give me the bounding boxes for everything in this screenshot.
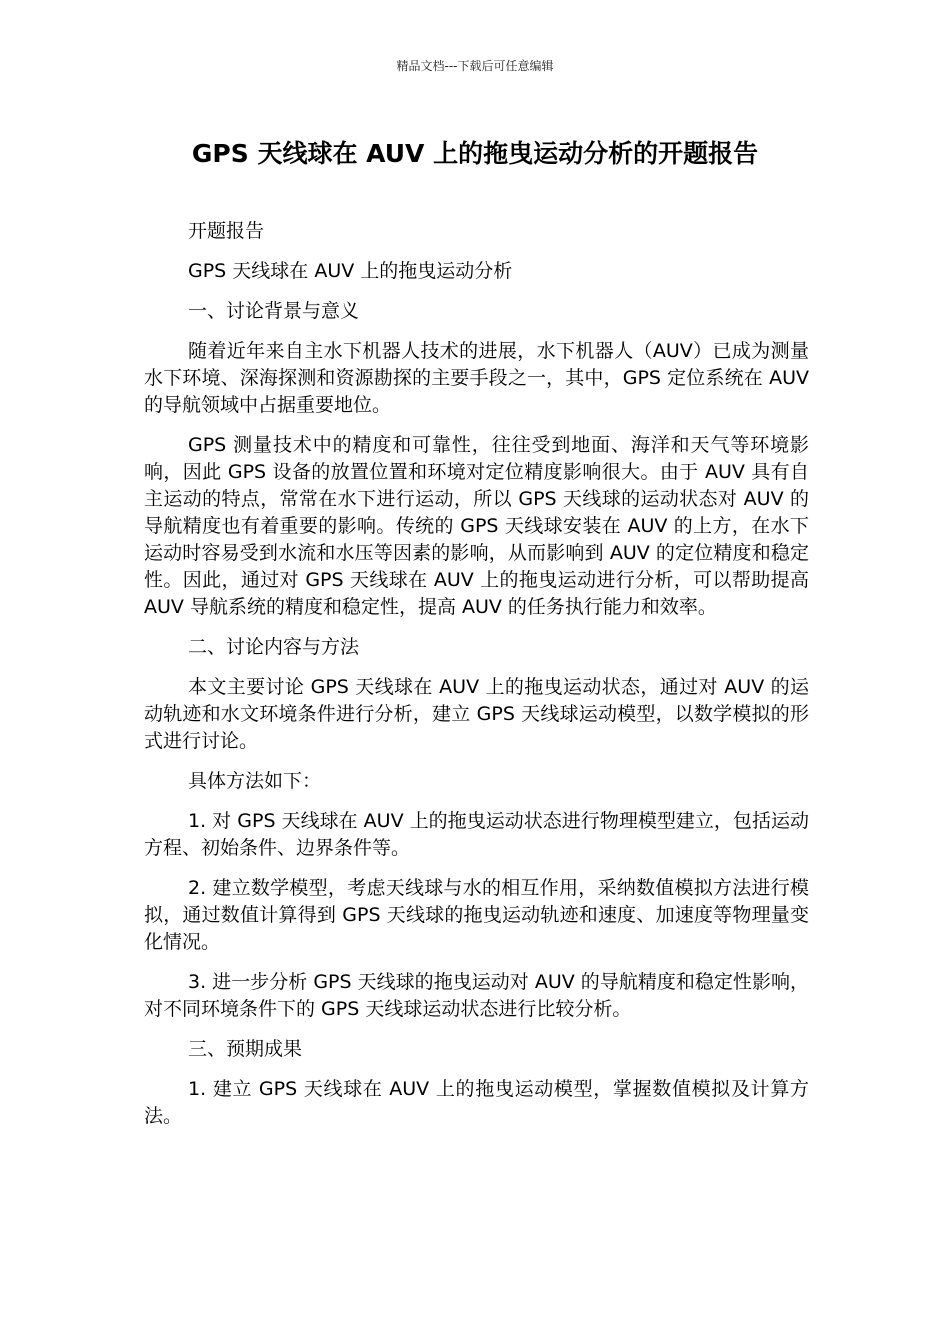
document-body [144,218,809,1143]
paragraph-background-1: 随着近年来自主水下机器人技术的进展，水下机器人（AUV）已成为测量水下环境、深海探测和资源勘探的主要手段之一，其中，GPS 定位系统在 AUV 的导航领域中占据重要地位。 [144,340,809,416]
paragraph-method-step-3: 3. 进一步分析 GPS 天线球的拖曳运动对 AUV 的导航精度和稳定性影响，对不同环境条件下的 GPS 天线球运动状态进行比较分析。 [144,971,809,1020]
paragraph-expected-result-1: 1. 建立 GPS 天线球在 AUV 上的拖曳运动模型，掌握数值模拟及计算方法。 [144,1078,809,1127]
paragraph-method-step-2: 2. 建立数学模型，考虑天线球与水的相互作用，采纳数值模拟方法进行模拟，通过数值计算得到 GPS 天线球的拖曳运动轨迹和速度、加速度等物理量变化情况。 [144,877,809,953]
paragraph-report-label: 开题报告 [188,220,265,242]
paragraph-method-intro: 具体方法如下： [188,770,322,792]
section-heading-expected-results: 三、预期成果 [188,1038,303,1060]
paragraph-content: 本文主要讨论 GPS 天线球在 AUV 上的拖曳运动状态，通过对 AUV 的运动轨迹和水文环境条件进行分析，建立 GPS 天线球运动模型，以数学模拟的形式进行讨论。 [144,676,809,752]
section-heading-content-method: 二、讨论内容与方法 [188,636,360,658]
paragraph-subject: GPS 天线球在 AUV 上的拖曳运动分析 [188,260,513,282]
document-title: GPS 天线球在 AUV 上的拖曳运动分析的开题报告 [191,139,759,168]
section-heading-background: 一、讨论背景与意义 [188,300,360,322]
page-header-note: 精品文档---下载后可任意编辑 [396,59,554,73]
paragraph-background-2: GPS 测量技术中的精度和可靠性，往往受到地面、海洋和天气等环境影响，因此 GPS 设备的放置位置和环境对定位精度影响很大。由于 AUV 具有自主运动的特点，常常在水下进行运动，所以 GPS 天线球的运动状态对 AUV 的导航精度也有着重要的影响。传统的 GPS 天线球安装在 AUV 的上方，在水下运动时容易受到水流和水压等因素的影响，从而影响到 AUV 的定位精度和稳定性。因此，通过对 GPS 天线球在 AUV 上的拖曳运动进行分析，可以帮助提高 AUV 导航系统的精度和稳定性，提高 AUV 的任务执行能力和效率。 [144,434,809,618]
paragraph-method-step-1: 1. 对 GPS 天线球在 AUV 上的拖曳运动状态进行物理模型建立，包括运动方程、初始条件、边界条件等。 [144,810,809,859]
